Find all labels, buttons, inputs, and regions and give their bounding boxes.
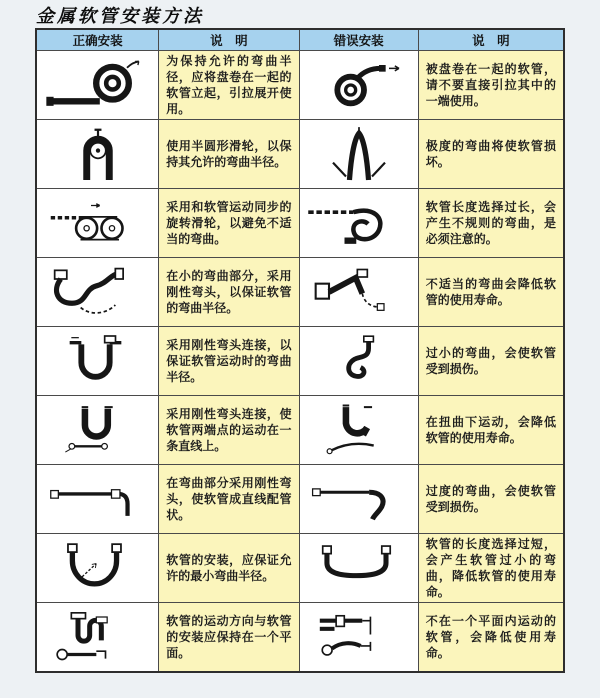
- hose-sync-pulleys-icon: [45, 195, 151, 251]
- wrong-image-cell: [299, 51, 418, 119]
- hose-coil-standing-icon: [42, 56, 154, 114]
- correct-description-cell: [158, 603, 298, 671]
- table-row: [37, 257, 563, 326]
- wrong-description: 不在一个平面内运动的软管，会降低使用寿命。: [425, 614, 556, 660]
- hose-straight-with-elbow-icon: [44, 472, 152, 526]
- correct-description-cell: [158, 258, 298, 326]
- hose-improper-bend-icon: [309, 264, 409, 320]
- hose-short-flat-u-icon: [305, 541, 413, 595]
- correct-image-cell: [37, 603, 158, 671]
- wrong-description: 被盘卷在一起的软管，请不要直接引拉其中的一端使用。: [425, 62, 556, 108]
- correct-description-cell: [158, 534, 298, 602]
- correct-description: 采用刚性弯头连接，以保证软管运动时的弯曲半径。: [166, 338, 292, 384]
- correct-description-cell: [158, 396, 298, 464]
- wrong-description-cell: [418, 189, 563, 257]
- hose-semicircle-pulley-icon: [46, 124, 150, 184]
- header-wrong-install: 错误安装: [299, 30, 418, 50]
- correct-description: 在弯曲部分采用刚性弯头，使软管成直线配管状。: [166, 476, 292, 522]
- wrong-description-cell: [418, 603, 563, 671]
- installation-table: [35, 28, 565, 673]
- page-title: 金属软管安装方法: [36, 6, 204, 27]
- hose-different-plane-icon: [310, 607, 408, 667]
- wrong-description-cell: [418, 327, 563, 395]
- wrong-image-cell: [299, 603, 418, 671]
- table-row: [37, 326, 563, 395]
- hose-min-bend-u-icon: [45, 539, 151, 597]
- table-row: [37, 188, 563, 257]
- correct-image-cell: [37, 120, 158, 188]
- hose-extreme-bend-icon: [307, 124, 411, 184]
- wrong-image-cell: [299, 465, 418, 533]
- wrong-image-cell: [299, 534, 418, 602]
- table-row: [37, 395, 563, 464]
- correct-description: 使用半圆形滑轮，以保持其允许的弯曲半径。: [166, 139, 292, 169]
- correct-description: 软管的运动方向与软管的安装应保持在一个平面。: [166, 614, 292, 660]
- hose-same-plane-icon: [48, 606, 148, 668]
- wrong-description: 在扭曲下运动，会降低软管的使用寿命。: [425, 415, 556, 445]
- wrong-description-cell: [418, 465, 563, 533]
- correct-image-cell: [37, 396, 158, 464]
- correct-description: 采用和软管运动同步的旋转滑轮，以避免不适当的弯曲。: [166, 200, 292, 246]
- table-header-row: [37, 30, 563, 50]
- wrong-description-cell: [418, 120, 563, 188]
- wrong-description: 软管的长度选择过短，会产生软管过小的弯曲，降低软管的使用寿命。: [425, 537, 556, 599]
- wrong-image-cell: [299, 396, 418, 464]
- hose-rigid-elbow-s-curve-icon: [46, 262, 150, 322]
- correct-image-cell: [37, 51, 158, 119]
- wrong-description: 极度的弯曲将使软管损坏。: [425, 139, 556, 169]
- correct-image-cell: [37, 327, 158, 395]
- table-body: [37, 50, 563, 671]
- correct-description-cell: [158, 465, 298, 533]
- correct-description-cell: [158, 189, 298, 257]
- header-wrong-description: 说 明: [418, 30, 563, 50]
- table-row: [37, 50, 563, 119]
- correct-description: 为保持允许的弯曲半径，应将盘卷在一起的软管立起，引拉展开使用。: [166, 54, 292, 116]
- table-row: [37, 533, 563, 602]
- wrong-description: 软管长度选择过长，会产生不规则的弯曲，是必须注意的。: [425, 200, 556, 246]
- hose-small-hook-icon: [311, 332, 407, 390]
- hose-irregular-loop-icon: [304, 194, 414, 252]
- correct-image-cell: [37, 189, 158, 257]
- wrong-image-cell: [299, 258, 418, 326]
- table-row: [37, 119, 563, 188]
- hose-elbow-u-hang-icon: [48, 332, 148, 390]
- wrong-description-cell: [418, 534, 563, 602]
- header-correct-description: 说 明: [158, 30, 298, 50]
- hose-u-straight-motion-icon: [49, 401, 147, 459]
- wrong-description-cell: [418, 258, 563, 326]
- correct-image-cell: [37, 465, 158, 533]
- correct-image-cell: [37, 258, 158, 326]
- wrong-description: 过小的弯曲，会使软管受到损伤。: [425, 346, 556, 376]
- header-correct-install: 正确安装: [72, 34, 123, 48]
- hose-u-twisted-icon: [310, 401, 408, 459]
- correct-image-cell: [37, 534, 158, 602]
- wrong-image-cell: [299, 120, 418, 188]
- wrong-description: 不适当的弯曲会降低软管的使用寿命。: [425, 277, 556, 307]
- correct-description: 软管的安装，应保证允许的最小弯曲半径。: [166, 553, 292, 583]
- wrong-description: 过度的弯曲，会使软管受到损伤。: [425, 484, 556, 514]
- correct-description-cell: [158, 51, 298, 119]
- hose-coil-pulled-icon: [309, 57, 409, 113]
- table-row: [37, 602, 563, 671]
- correct-description-cell: [158, 120, 298, 188]
- wrong-image-cell: [299, 189, 418, 257]
- hose-overbent-elbow-icon: [305, 472, 413, 526]
- wrong-description-cell: [418, 51, 563, 119]
- wrong-description-cell: [418, 396, 563, 464]
- table-row: [37, 464, 563, 533]
- correct-description: 采用刚性弯头连接，使软管两端点的运动在一条直线上。: [166, 407, 292, 453]
- correct-description-cell: [158, 327, 298, 395]
- wrong-image-cell: [299, 327, 418, 395]
- correct-description: 在小的弯曲部分，采用刚性弯头，以保证软管的弯曲半径。: [166, 269, 292, 315]
